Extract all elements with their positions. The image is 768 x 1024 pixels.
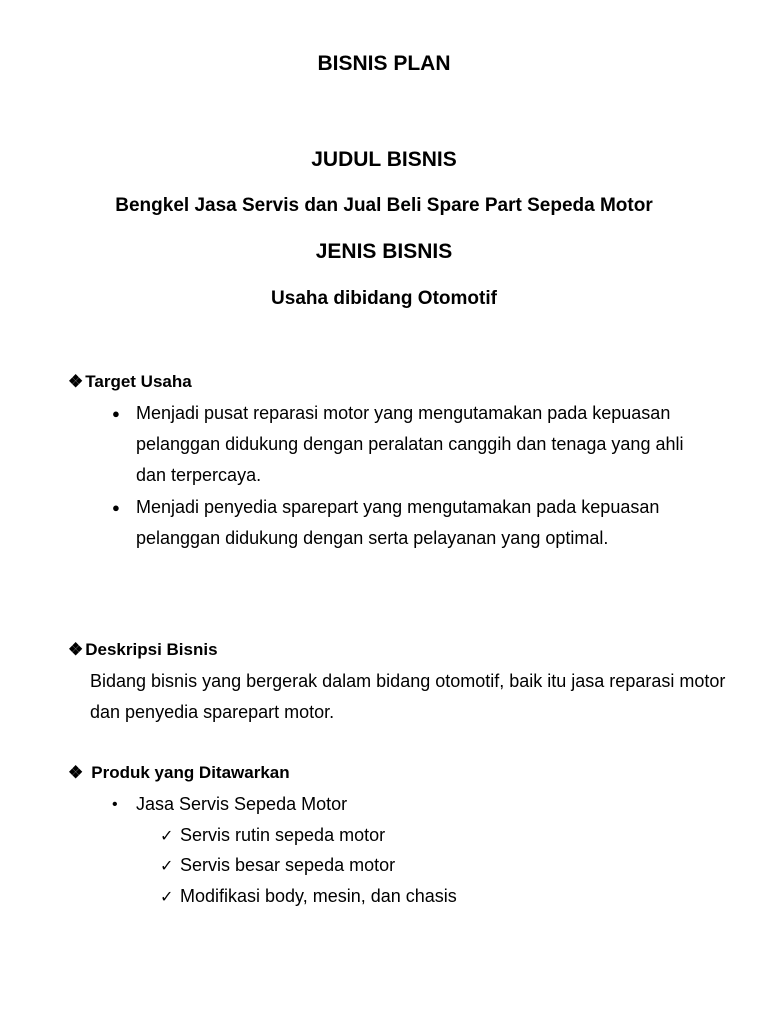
judul-bisnis-heading: JUDUL BISNIS [311, 148, 457, 171]
checklist-item [160, 820, 385, 852]
check-icon: ✓ [160, 828, 174, 845]
checklist-item-text: Servis rutin sepeda motor [180, 825, 386, 845]
document-title: BISNIS PLAN [317, 52, 451, 75]
list-item-text: Jasa Servis Sepeda Motor [136, 794, 348, 814]
deskripsi-paragraph: Bidang bisnis yang bergerak dalam bidang otomotif, baik itu jasa reparasi motor dan penyedia sparepart motor. [90, 671, 726, 722]
list-item [112, 789, 712, 820]
diamond-bullet-icon: ❖ [68, 640, 84, 659]
checklist-item [160, 850, 395, 882]
bullet-icon: ● [112, 406, 120, 421]
check-icon: ✓ [160, 889, 174, 906]
section-heading-produk [68, 763, 290, 783]
section-heading-label: Target Usaha [85, 372, 192, 391]
list-item-text: Menjadi penyedia sparepart yang mengutamakan pada kepuasan pelanggan didukung dengan serta pelayanan yang optimal. [136, 497, 660, 548]
judul-bisnis-text: Bengkel Jasa Servis dan Jual Beli Spare Part Sepeda Motor [115, 195, 653, 216]
bullet-icon: • [112, 796, 118, 813]
section-heading-label: Produk yang Ditawarkan [91, 763, 290, 782]
list-item [112, 398, 712, 491]
jenis-bisnis-heading: JENIS BISNIS [315, 240, 453, 263]
list-item-text: Menjadi pusat reparasi motor yang mengutamakan pada kepuasan pelanggan didukung dengan peralatan canggih dan tenaga yang ahli dan terpercaya. [136, 403, 684, 485]
diamond-bullet-icon: ❖ [68, 372, 84, 391]
bullet-icon: ● [112, 500, 120, 515]
checklist-item [160, 881, 457, 913]
section-heading-deskripsi-bisnis [68, 640, 218, 660]
check-icon: ✓ [160, 858, 174, 875]
checklist-item-text: Servis besar sepeda motor [180, 855, 396, 875]
section-heading-label: Deskripsi Bisnis [85, 640, 218, 659]
diamond-bullet-icon: ❖ [68, 763, 84, 782]
jenis-bisnis-text: Usaha dibidang Otomotif [271, 288, 497, 309]
list-item [112, 492, 712, 554]
section-heading-target-usaha [68, 372, 192, 392]
checklist-item-text: Modifikasi body, mesin, dan chasis [180, 886, 457, 906]
